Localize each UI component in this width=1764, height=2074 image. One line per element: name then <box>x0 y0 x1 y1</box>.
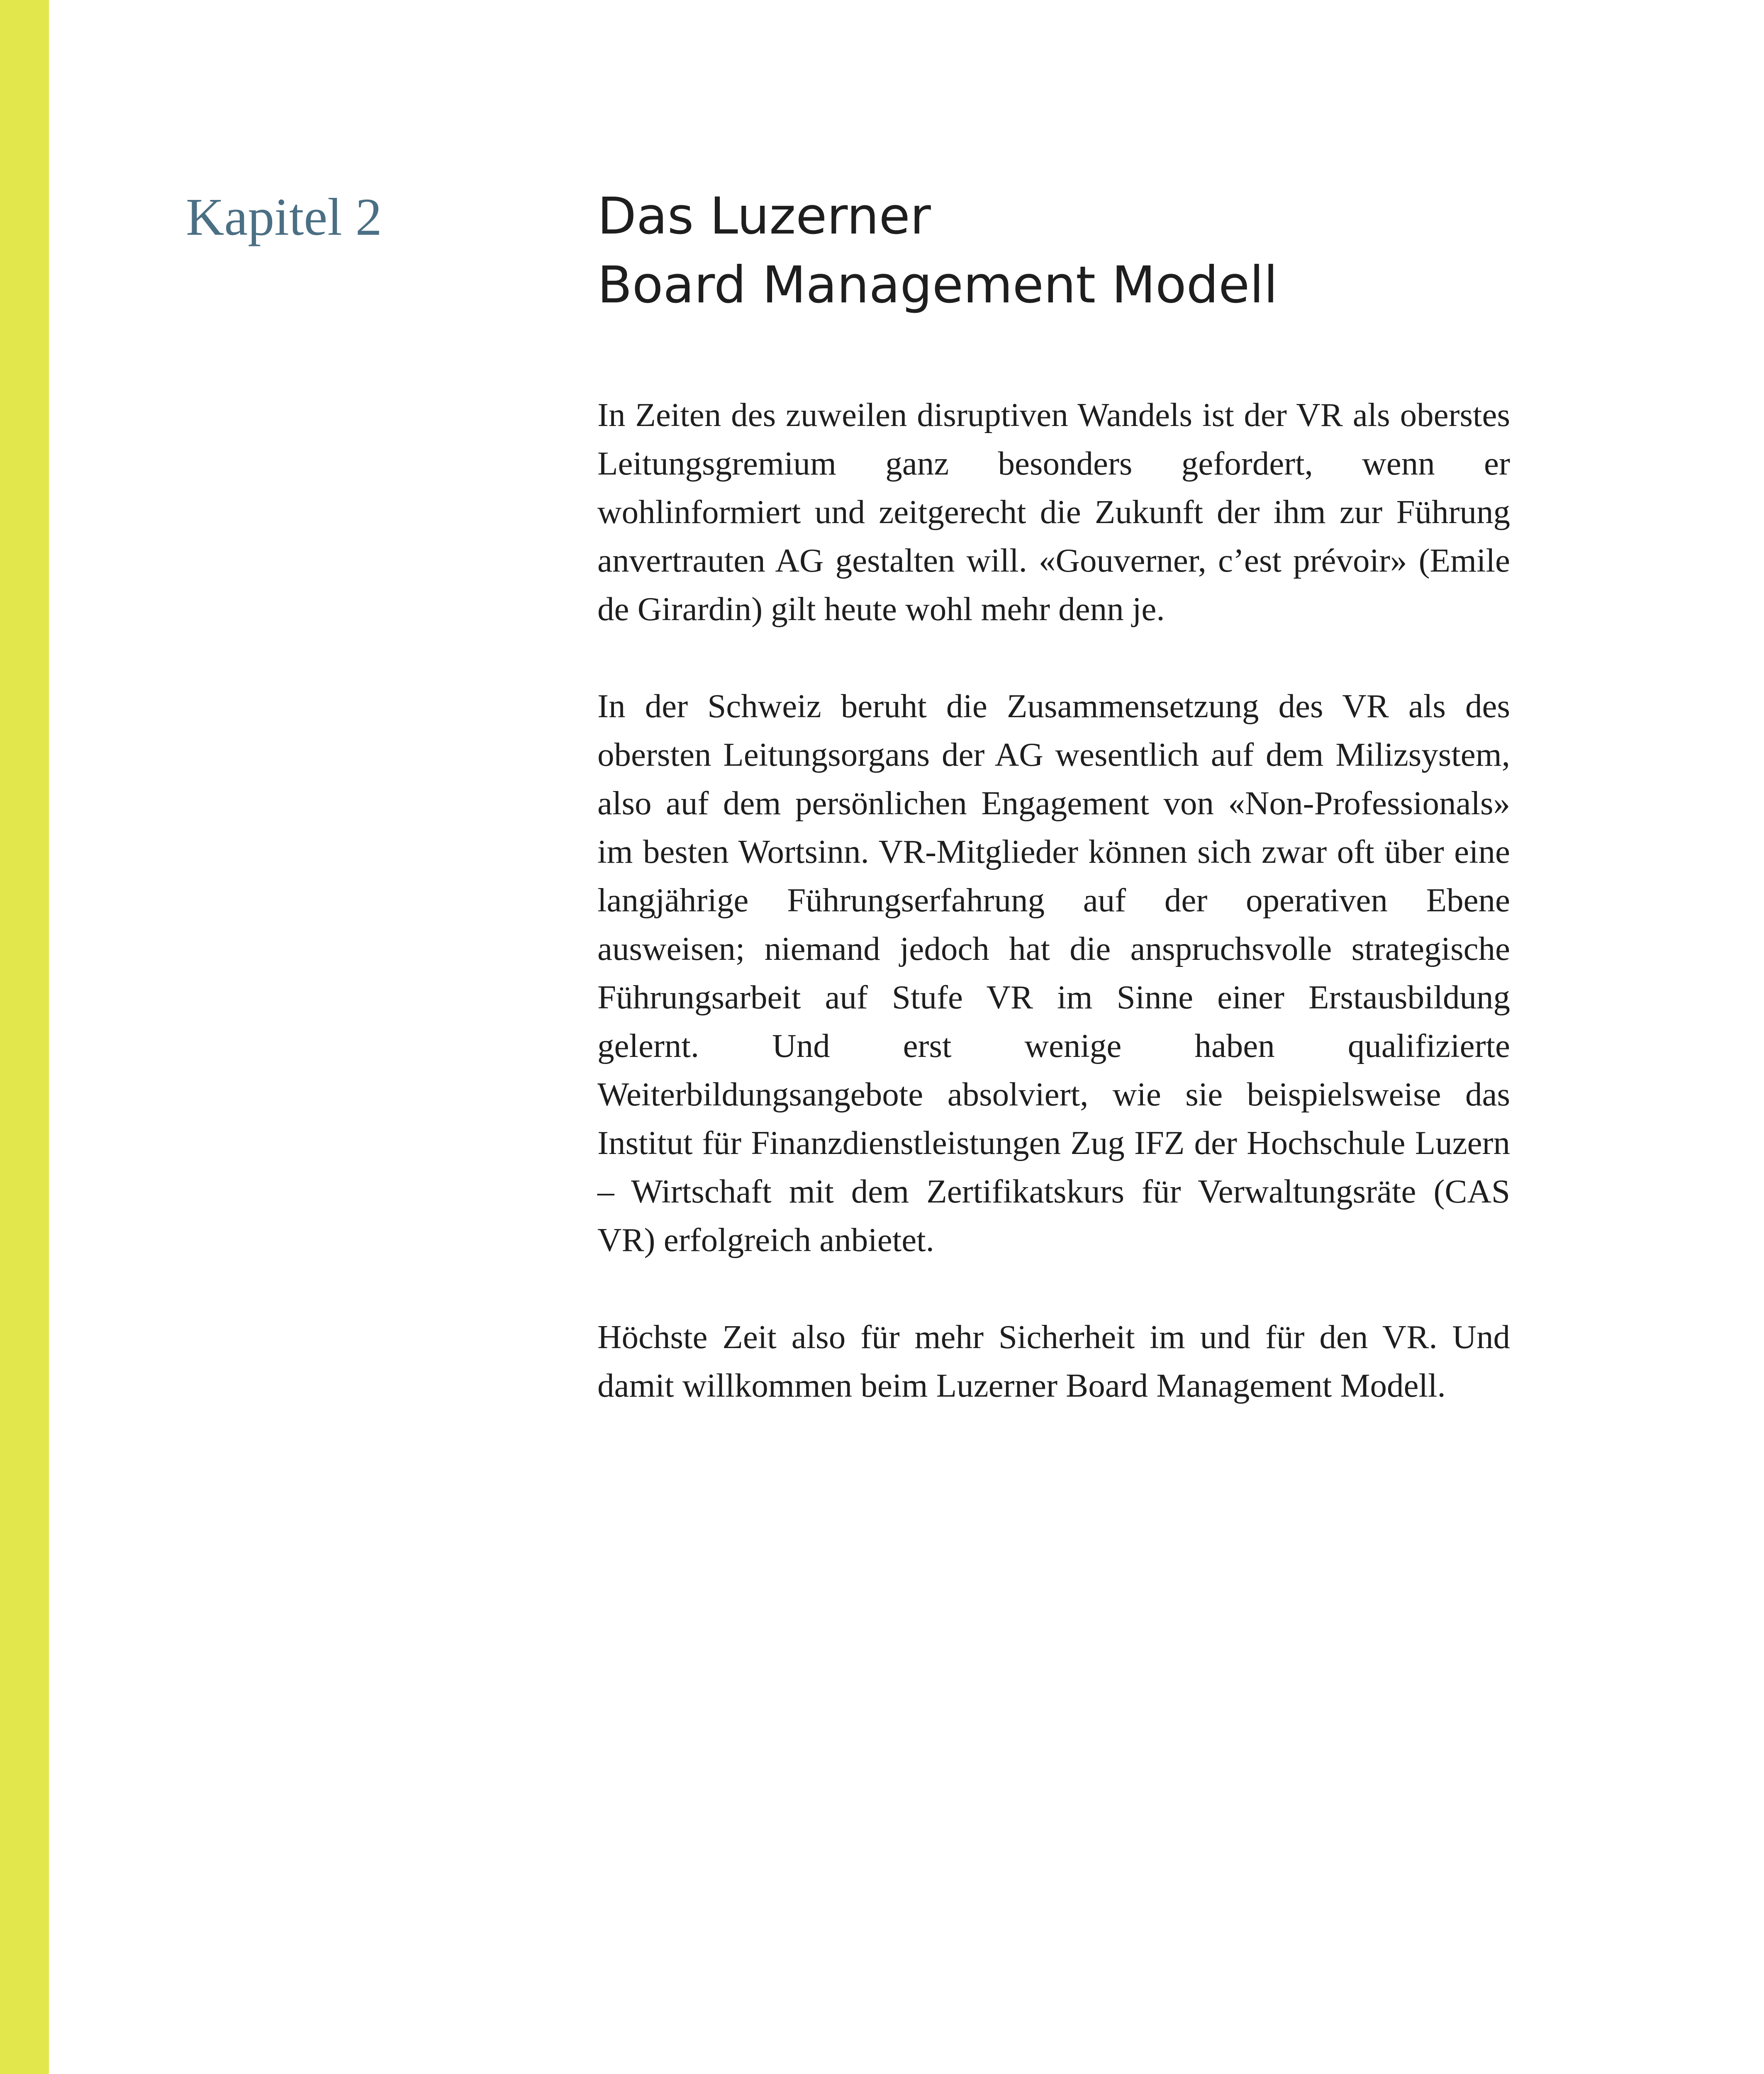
accent-bar <box>0 0 49 2074</box>
chapter-title <box>597 182 1593 319</box>
paragraph-2: In der Schweiz beruht die Zusammensetzung des VR als des obersten Leitungsorgans der AG wesentlich auf dem Milizsystem, also auf dem persönlichen Engagement von «Non-Professionals» im besten Wortsinn. VR-Mitglieder können sich zwar oft über eine langjährige Führungserfahrung auf der operativen Ebene ausweisen; niemand jedoch hat die anspruchsvolle strategische Führungsarbeit auf Stufe VR im Sinne einer Erstausbildung gelernt. Und erst wenige haben qualifizierte Weiterbildungsangebote absolviert, wie sie beispielsweise das Institut für Finanzdienstleistungen Zug IFZ der Hochschule Luzern – Wirtschaft mit dem Zertifikatskurs für Verwaltungsräte (CAS VR) erfolgreich anbietet. <box>597 687 1510 1259</box>
paragraph-1: In Zeiten des zuweilen disruptiven Wandels ist der VR als oberstes Leitungsgremium ganz besonders gefordert, wenn er wohlinformiert und zeitgerecht die Zukunft der ihm zur Führung anvertrauten AG gestalten will. «Gouverner, c’est prévoir» (Emile de Girardin) gilt heute wohl mehr denn je. <box>597 396 1510 628</box>
body-text <box>597 391 1510 1458</box>
chapter-title-line-2: Board Management Modell <box>597 256 1278 314</box>
paragraph-3: Höchste Zeit also für mehr Sicherheit im und für den VR. Und damit willkommen beim Luzerner Board Management Modell. <box>597 1318 1510 1404</box>
chapter-title-line-1: Das Luzerner <box>597 187 931 246</box>
chapter-label: Kapitel 2 <box>186 187 382 246</box>
